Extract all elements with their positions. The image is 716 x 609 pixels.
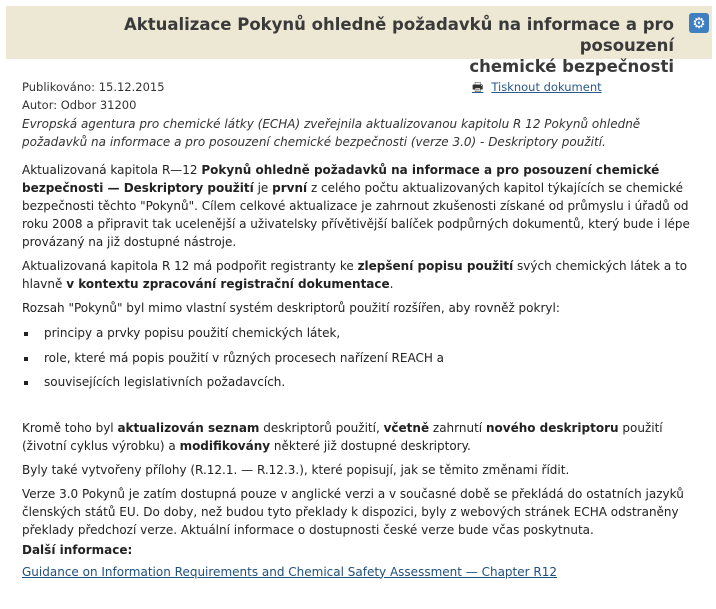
print-label: Tisknout dokument xyxy=(491,80,602,94)
list-item: role, které má popis použití v různých procesech nařízení REACH a xyxy=(24,346,692,371)
gear-icon[interactable]: ⚙ xyxy=(689,13,709,33)
page-title xyxy=(34,14,674,77)
page-header xyxy=(6,6,712,76)
printer-icon: 🖶 xyxy=(472,80,484,94)
guidance-link[interactable]: Guidance on Information Requirements and Chemical Safety Assessment — Chapter R12 xyxy=(22,564,557,579)
print-document-link[interactable] xyxy=(472,78,602,96)
paragraph-1: Aktualizovaná kapitola R—12 Pokynů ohledně požadavků na informace a pro posouzení chemické bezpečnosti — Deskriptory použití je první z celého počtu aktualizovaných kapitol týkajících se chemické bezpečnosti těchto "Pokynů". Cílem celkové aktualizace je zahrnout zkušenosti získané od průmyslu i úřadů od roku 2008 a připravit tak ucelenější a uživatelsky přívětivější balíček podpůrných dokumentů, který bude i lépe provázaný na již dostupné nástroje. xyxy=(22,163,690,249)
paragraph-2: Aktualizovaná kapitola R 12 má podpořit registranty ke zlepšení popisu použití svých chemických látek a to hlavně v kontextu zpracování registrační dokumentace. xyxy=(22,259,688,291)
author: Autor: Odbor 31200 xyxy=(22,98,137,112)
paragraph-6: Verze 3.0 Pokynů je zatím dostupná pouze v anglické verzi a v současné době se překládá do ostatních jazyků členských států EU. Do doby, než budou tyto překlady k dispozici, byly z webových stránek ECHA odstraněny překlady předchozí verze. Aktuální informace o dostupnosti české verze bude včas poskytnuta. xyxy=(22,486,684,537)
title-line-1: Aktualizace Pokynů ohledně požadavků na informace a pro posouzení xyxy=(123,15,674,55)
paragraph-3: Rozsah "Pokynů" byl mimo vlastní systém deskriptorů použití rozšířen, aby rovněž pokryl: xyxy=(22,301,560,315)
article-meta xyxy=(22,78,692,114)
list-item: principy a prvky popisu použití chemických látek, xyxy=(24,321,692,346)
published-date: Publikováno: 15.12.2015 xyxy=(22,80,165,94)
more-info-link-row xyxy=(22,563,692,581)
paragraph-4: Kromě toho byl aktualizován seznam deskriptorů použití, včetně zahrnutí nového deskriptoru použití (životní cyklus výrobku) a modifikovány některé již dostupné deskriptory. xyxy=(22,420,663,453)
list-item: souvisejících legislativních požadavcích. xyxy=(24,370,692,395)
article-body xyxy=(22,78,692,581)
scope-list xyxy=(22,321,692,395)
lead-paragraph: Evropská agentura pro chemické látky (ECHA) zveřejnila aktualizovanou kapitolu R 12 Pokynů ohledně požadavků na informace a pro posouzení chemické bezpečnosti (verze 3.0) - Deskriptory použití. xyxy=(22,117,641,149)
title-line-2: chemické bezpečnosti xyxy=(469,57,674,76)
more-info-heading: Další informace: xyxy=(22,542,133,557)
paragraph-5: Byly také vytvořeny přílohy (R.12.1. — R.12.3.), které popisují, jak se těmito změnami řídit. xyxy=(22,462,570,477)
